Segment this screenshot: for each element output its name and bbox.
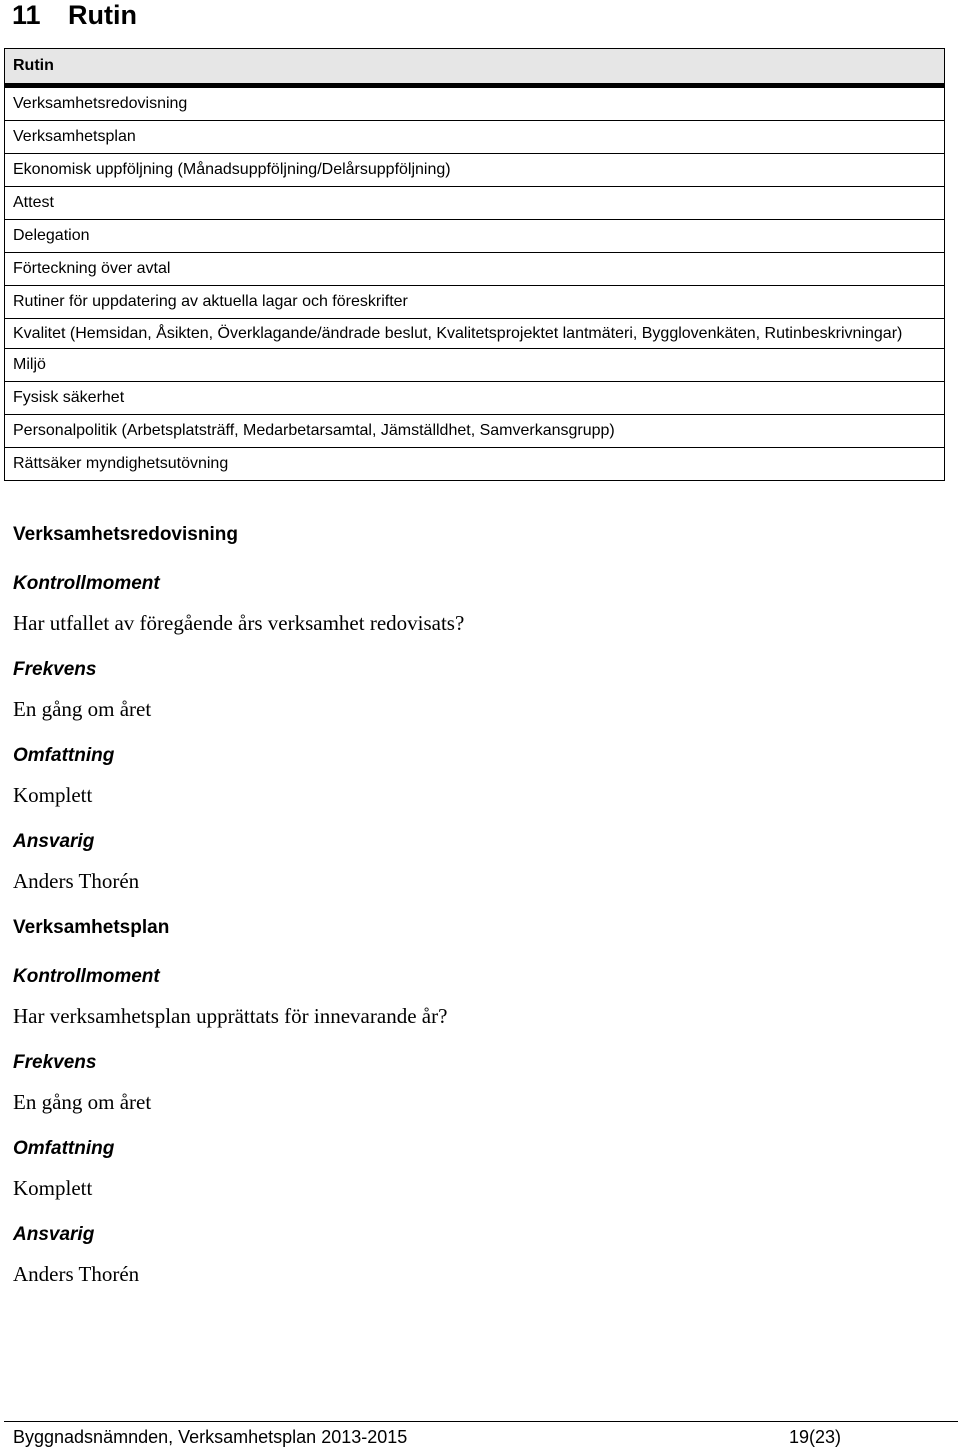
table-cell: Attest xyxy=(5,187,945,220)
table-row xyxy=(5,448,945,481)
routine-title: Verksamhetsredovisning xyxy=(13,524,238,545)
frekvens-label: Frekvens xyxy=(13,1052,97,1073)
table-row xyxy=(5,415,945,448)
table-row xyxy=(5,253,945,286)
table-row xyxy=(5,349,945,382)
footer-divider xyxy=(4,1421,958,1422)
ansvarig-value: Anders Thorén xyxy=(13,1262,140,1286)
table-row xyxy=(5,86,945,121)
omfattning-label: Omfattning xyxy=(13,1138,115,1159)
table-row xyxy=(5,382,945,415)
table-header-cell: Rutin xyxy=(5,49,945,86)
table-cell: Delegation xyxy=(5,220,945,253)
routine-section-verksamhetsredovisning xyxy=(13,523,943,916)
table-row xyxy=(5,187,945,220)
table-cell: Ekonomisk uppföljning (Månadsuppföljning/Delårsuppföljning) xyxy=(5,154,945,187)
table-cell: Rättsäker myndighetsutövning xyxy=(5,448,945,481)
table-cell: Miljö xyxy=(5,349,945,382)
table-row xyxy=(5,286,945,319)
omfattning-value: Komplett xyxy=(13,1176,93,1200)
kontrollmoment-label: Kontrollmoment xyxy=(13,573,160,594)
table-row xyxy=(5,121,945,154)
frekvens-value: En gång om året xyxy=(13,1090,152,1114)
ansvarig-label: Ansvarig xyxy=(13,1224,95,1245)
kontrollmoment-value: Har verksamhetsplan upprättats för innevarande år? xyxy=(13,1004,448,1028)
table-header-row xyxy=(5,49,945,86)
routine-title: Verksamhetsplan xyxy=(13,917,170,938)
table-cell: Personalpolitik (Arbetsplatsträff, Medarbetarsamtal, Jämställdhet, Samverkansgrupp) xyxy=(5,415,945,448)
kontrollmoment-value: Har utfallet av föregående års verksamhet redovisats? xyxy=(13,611,465,635)
frekvens-value: En gång om året xyxy=(13,697,152,721)
table-cell: Kvalitet (Hemsidan, Åsikten, Överklagande/ändrade beslut, Kvalitetsprojektet lantmäteri, Bygglovenkäten, Rutinbeskrivningar) xyxy=(5,319,945,349)
routine-section-verksamhetsplan xyxy=(13,916,943,1309)
table-cell: Rutiner för uppdatering av aktuella lagar och föreskrifter xyxy=(5,286,945,319)
routines-table xyxy=(4,48,945,481)
footer-page-number xyxy=(789,1425,841,1449)
omfattning-value: Komplett xyxy=(13,783,93,807)
page-current: 19 xyxy=(789,1427,810,1447)
ansvarig-label: Ansvarig xyxy=(13,831,95,852)
table-row xyxy=(5,154,945,187)
section-number: 11 xyxy=(12,0,41,30)
kontrollmoment-label: Kontrollmoment xyxy=(13,966,160,987)
footer-document-title: Byggnadsnämnden, Verksamhetsplan 2013-2015 xyxy=(13,1427,408,1447)
table-row xyxy=(5,220,945,253)
ansvarig-value: Anders Thorén xyxy=(13,869,140,893)
omfattning-label: Omfattning xyxy=(13,745,115,766)
section-title: Rutin xyxy=(68,0,137,30)
page-total: (23) xyxy=(809,1427,842,1447)
table-cell: Förteckning över avtal xyxy=(5,253,945,286)
frekvens-label: Frekvens xyxy=(13,659,97,680)
table-row xyxy=(5,319,945,349)
table-cell: Verksamhetsredovisning xyxy=(5,86,945,121)
table-cell: Verksamhetsplan xyxy=(5,121,945,154)
section-heading xyxy=(12,0,137,30)
table-cell: Fysisk säkerhet xyxy=(5,382,945,415)
